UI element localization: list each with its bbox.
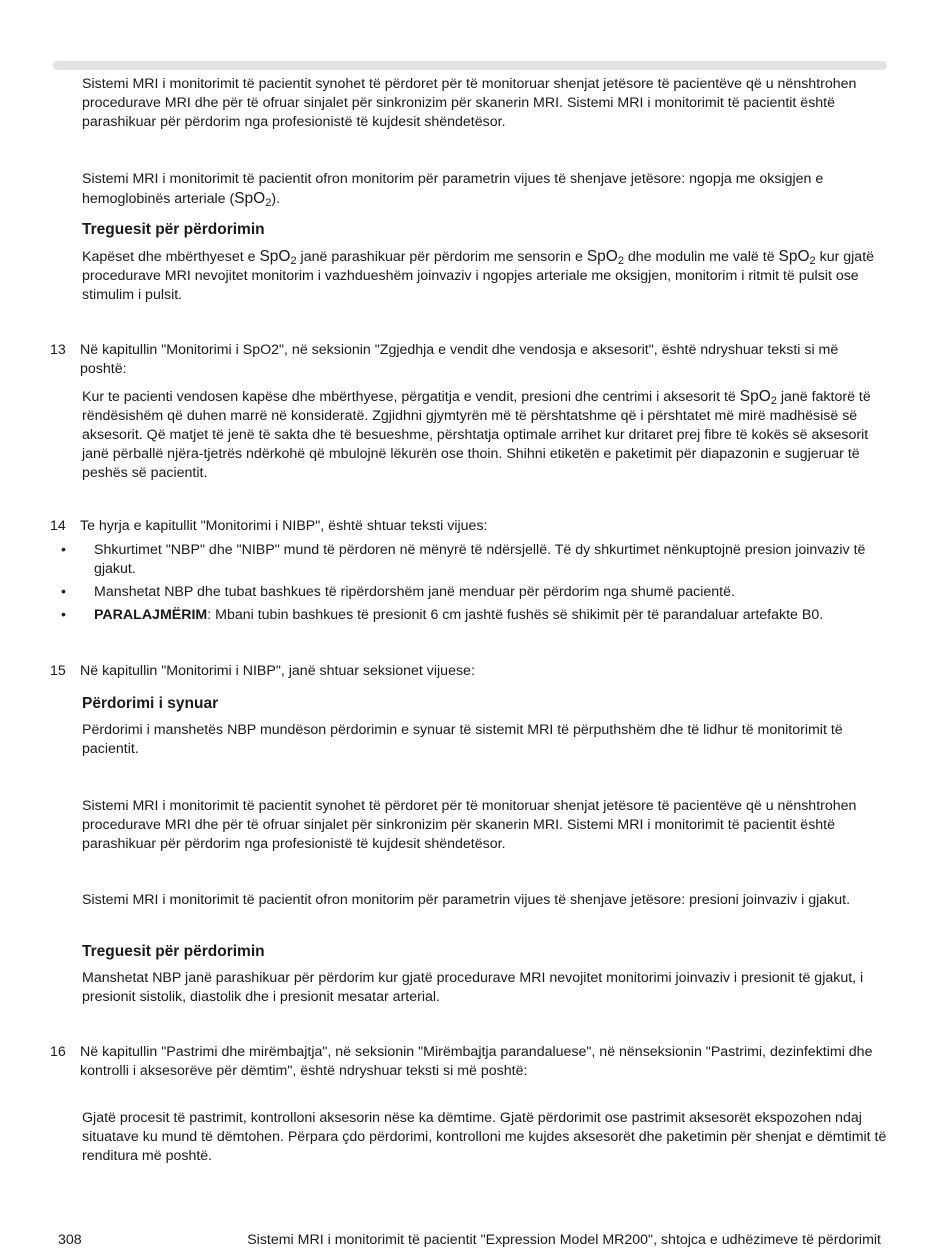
page-number: 308 (58, 1232, 82, 1248)
spo2-term: SpO$_2$ (259, 248, 297, 267)
warning-label: PARALAJMËRIM (94, 607, 208, 623)
item-16-paragraph: Gjatë procesit të pastrimit, kontrolloni aksesorin nëse ka dëmtime. Gjatë përdorimit ose pastrimit aksesorët ekspozohen ndaj situatave ku mund të dëmtohen. Përpara çdo përdorimi, kontrolloni me kujdes aksesorët dhe paketimin për shenjat e dëmtimit të renditura më poshtë. (82, 1110, 887, 1164)
intro-paragraph-2: Sistemi MRI i monitorimit të pacientit ofron monitorim për parametrin vijues të shenjave jetësore: ngopja me oksigjen e hemoglobinës arteriale (SpO$_2$). (82, 171, 824, 209)
spo2-term: SpO$_2$ (234, 190, 272, 209)
item-15-text: Në kapitullin "Monitorimi i NIBP", janë shtuar seksionet vijuese: (80, 663, 475, 679)
item-16-text: Në kapitullin "Pastrimi dhe mirëmbajtja", në seksionin "Mirëmbajtja parandaluese", në nënseksionin "Pastrimi, dezinfektimi dhe kontrolli i aksesorëve për dëmtim", është ndryshuar teksti si më poshtë: (80, 1044, 873, 1079)
bullet-marker: • (61, 607, 66, 623)
item-13-paragraph: Kur te pacienti vendosen kapëse dhe mbërthyese, përgatitja e vendit, presioni dhe centrimi i aksesorit të SpO$_2$ janë faktorë të rëndësishëm që duhen marrë në konsideratë. Zgjidhni gjymtyrën më të përshtatshme që i përshtatet më mirë madhësisë së aksesorit. Që matjet të jenë të sakta dhe të besueshme, përshtatja optimale arrihet kur dritaret prej fibre të kokës së aksesorit janë përballë njëra-tjetrës ndërkohë që mbulojnë lëkurën ose thoin. Shihni etiketën e paketimit për diapazonin e sugjeruar të peshës së pacientit. (82, 388, 871, 481)
intended-use-paragraph: Përdorimi i manshetës NBP mundëson përdorimin e synuar të sistemit MRI të përputhshëm dhe të lidhur të monitorimit të pacientit. (82, 722, 843, 757)
item-number-14: 14 (50, 518, 66, 534)
spo2-term: SpO$_2$ (739, 388, 777, 407)
top-divider-bar (53, 61, 887, 70)
bullet-item-3-warning: PARALAJMËRIM: Mbani tubin bashkues të presionit 6 cm jashtë fushës së shikimit për të parandaluar artefakte B0. (94, 607, 824, 623)
section-heading-indications-spo2: Treguesit për përdorimin (82, 221, 265, 238)
nibp-description-paragraph-2: Sistemi MRI i monitorimit të pacientit ofron monitorim për parametrin vijues të shenjave jetësore: presioni joinvaziv i gjakut. (82, 892, 851, 908)
section-heading-intended-use: Përdorimi i synuar (82, 695, 219, 712)
item-14-text: Te hyrja e kapitullit "Monitorimi i NIBP", është shtuar teksti vijues: (80, 518, 488, 534)
intro-paragraph-1: Sistemi MRI i monitorimit të pacientit synohet të përdoret për të monitoruar shenjat jetësore të pacientëve që u nënshtrohen procedurave MRI dhe për të ofruar sinjalet për sinkronizim për skanerin MRI. Sistemi MRI i monitorimit të pacientit është parashikuar për përdorim nga profesionistë të kujdesit shëndetësor. (82, 76, 857, 130)
item-number-15: 15 (50, 663, 66, 679)
bullet-marker: • (61, 584, 66, 600)
item-number-16: 16 (50, 1044, 66, 1060)
bullet-item-2: Manshetat NBP dhe tubat bashkues të ripërdorshëm janë menduar për përdorim nga shumë pacientë. (94, 584, 735, 600)
indications-spo2-paragraph: Kapëset dhe mbërthyeset e SpO$_2$ janë parashikuar për përdorim me sensorin e SpO$_2$ dhe modulin me valë të SpO$_2$ kur gjatë procedurave MRI nevojitet monitorim i vazhdueshëm joinvaziv i ngopjes arteriale me oksigjen, monitorim i ritmit të pulsit ose stimulim i pulsit. (82, 248, 875, 303)
item-13-text: Në kapitullin "Monitorimi i SpO2", në seksionin "Zgjedhja e vendit dhe vendosja e aksesorit", është ndryshuar teksti si më poshtë: (80, 342, 839, 377)
item-number-13: 13 (50, 342, 66, 358)
spo2-term: SpO$_2$ (778, 248, 816, 267)
bullet-marker: • (61, 542, 66, 558)
section-heading-indications-nibp: Treguesit për përdorimin (82, 943, 265, 960)
indications-nibp-paragraph: Manshetat NBP janë parashikuar për përdorim kur gjatë procedurave MRI nevojitet monitorimi joinvaziv i presionit të gjakut, i presionit sistolik, diastolik dhe i presionit mesatar arterial. (82, 970, 864, 1005)
spo2-term: SpO$_2$ (586, 248, 624, 267)
footer-title: Sistemi MRI i monitorimit të pacientit "Expression Model MR200", shtojca e udhëzimeve të përdorimit (247, 1232, 881, 1248)
bullet-item-1: Shkurtimet "NBP" dhe "NIBP" mund të përdoren në mënyrë të ndërsjellë. Të dy shkurtimet nënkuptojnë presion joinvaziv të gjakut. (94, 542, 866, 577)
nibp-description-paragraph-1: Sistemi MRI i monitorimit të pacientit synohet të përdoret për të monitoruar shenjat jetësore të pacientëve që u nënshtrohen procedurave MRI dhe për të ofruar sinjalet për sinkronizim për skanerin MRI. Sistemi MRI i monitorimit të pacientit është parashikuar për përdorim nga profesionistë të kujdesit shëndetësor. (82, 798, 857, 852)
